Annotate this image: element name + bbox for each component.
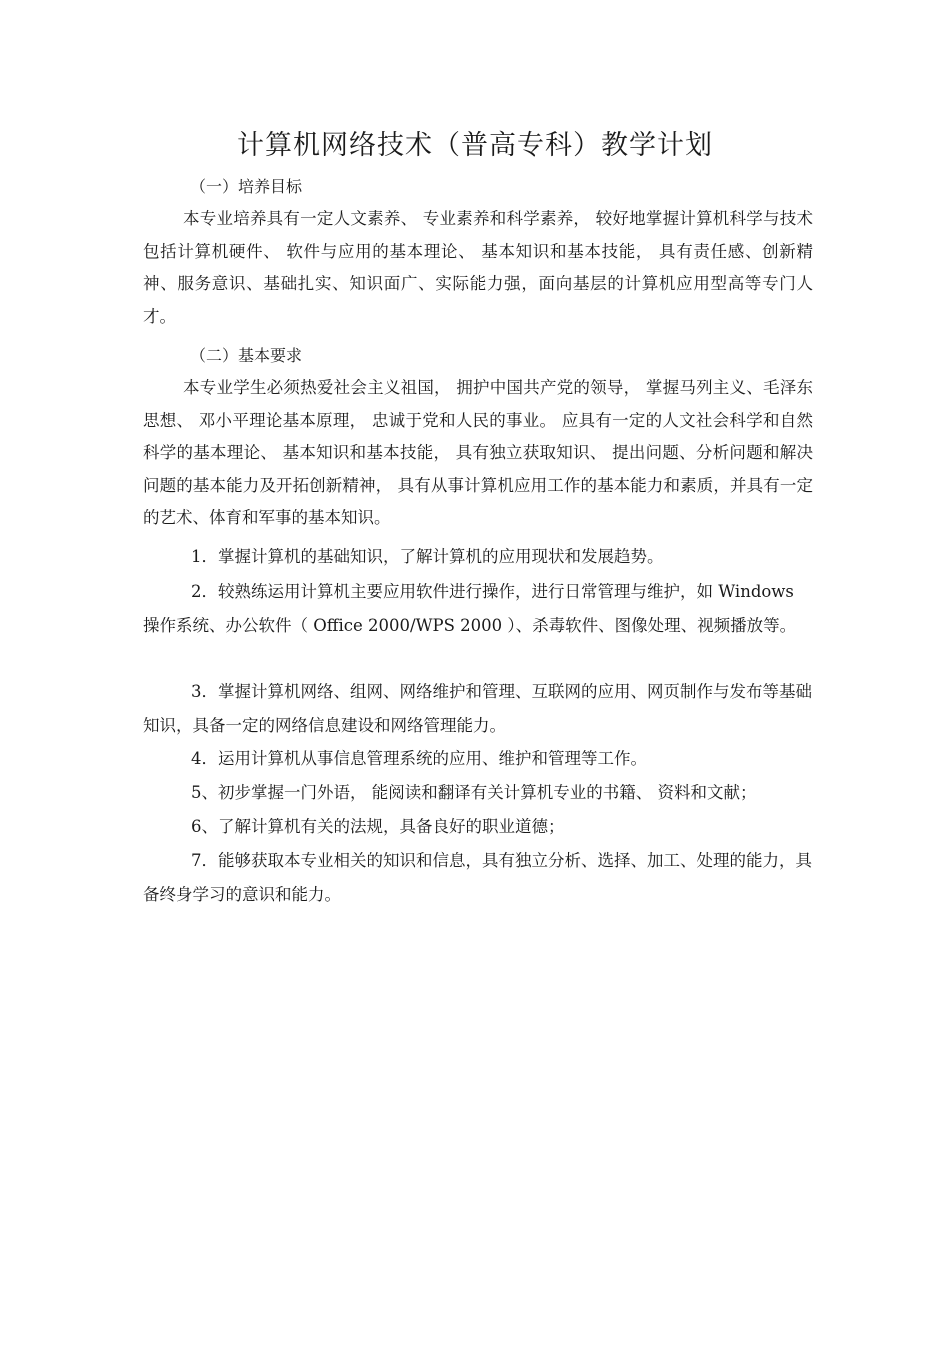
section-heading-requirements: （二）基本要求 (190, 346, 303, 365)
list-item: 3．掌握计算机网络、组网、网络维护和管理、互联网的应用、网页制作与发布等基础知识，具备一定的网络信息建设和网络管理能力。 (143, 682, 812, 735)
list-item: 2．较熟练运用计算机主要应用软件进行操作，进行日常管理与维护，如 Windows 操作系统、办公软件（ Office 2000/WPS 2000 ）、杀毒软件、图像处理、视频播放等。 (143, 582, 797, 635)
goals-paragraph: 本专业培养具有一定人文素养、 专业素养和科学素养， 较好地掌握计算机科学与技术包括计算机硬件、 软件与应用的基本理论、 基本知识和基本技能， 具有责任感、创新精神、服务意识、基础扎实、知识面广、实际能力强，面向基层的计算机应用型高等专门人才。 (143, 209, 813, 326)
list-item: 6、了解计算机有关的法规，具备良好的职业道德； (191, 817, 565, 836)
list-item: 7．能够获取本专业相关的知识和信息，具有独立分析、选择、加工、处理的能力，具备终身学习的意识和能力。 (143, 851, 812, 904)
section-heading-goals: （一）培养目标 (190, 177, 303, 196)
list-item: 4．运用计算机从事信息管理系统的应用、维护和管理等工作。 (191, 749, 647, 768)
page-title: 计算机网络技术（普高专科）教学计划 (237, 130, 713, 161)
list-item: 5、初步掌握一门外语， 能阅读和翻译有关计算机专业的书籍、 资料和文献； (191, 783, 757, 802)
list-item: 1．掌握计算机的基础知识，了解计算机的应用现状和发展趋势。 (191, 547, 664, 566)
requirements-paragraph: 本专业学生必须热爱社会主义祖国， 拥护中国共产党的领导， 掌握马列主义、毛泽东思想、 邓小平理论基本原理， 忠诚于党和人民的事业。 应具有一定的人文社会科学和自然科学的基本理论、 基本知识和基本技能， 具有独立获取知识、 提出问题、分析问题和解决问题的基本能力及开拓创新精神， 具有从事计算机应用工作的基本能力和素质，并具有一定的艺术、体育和军事的基本知识。 (143, 378, 813, 527)
